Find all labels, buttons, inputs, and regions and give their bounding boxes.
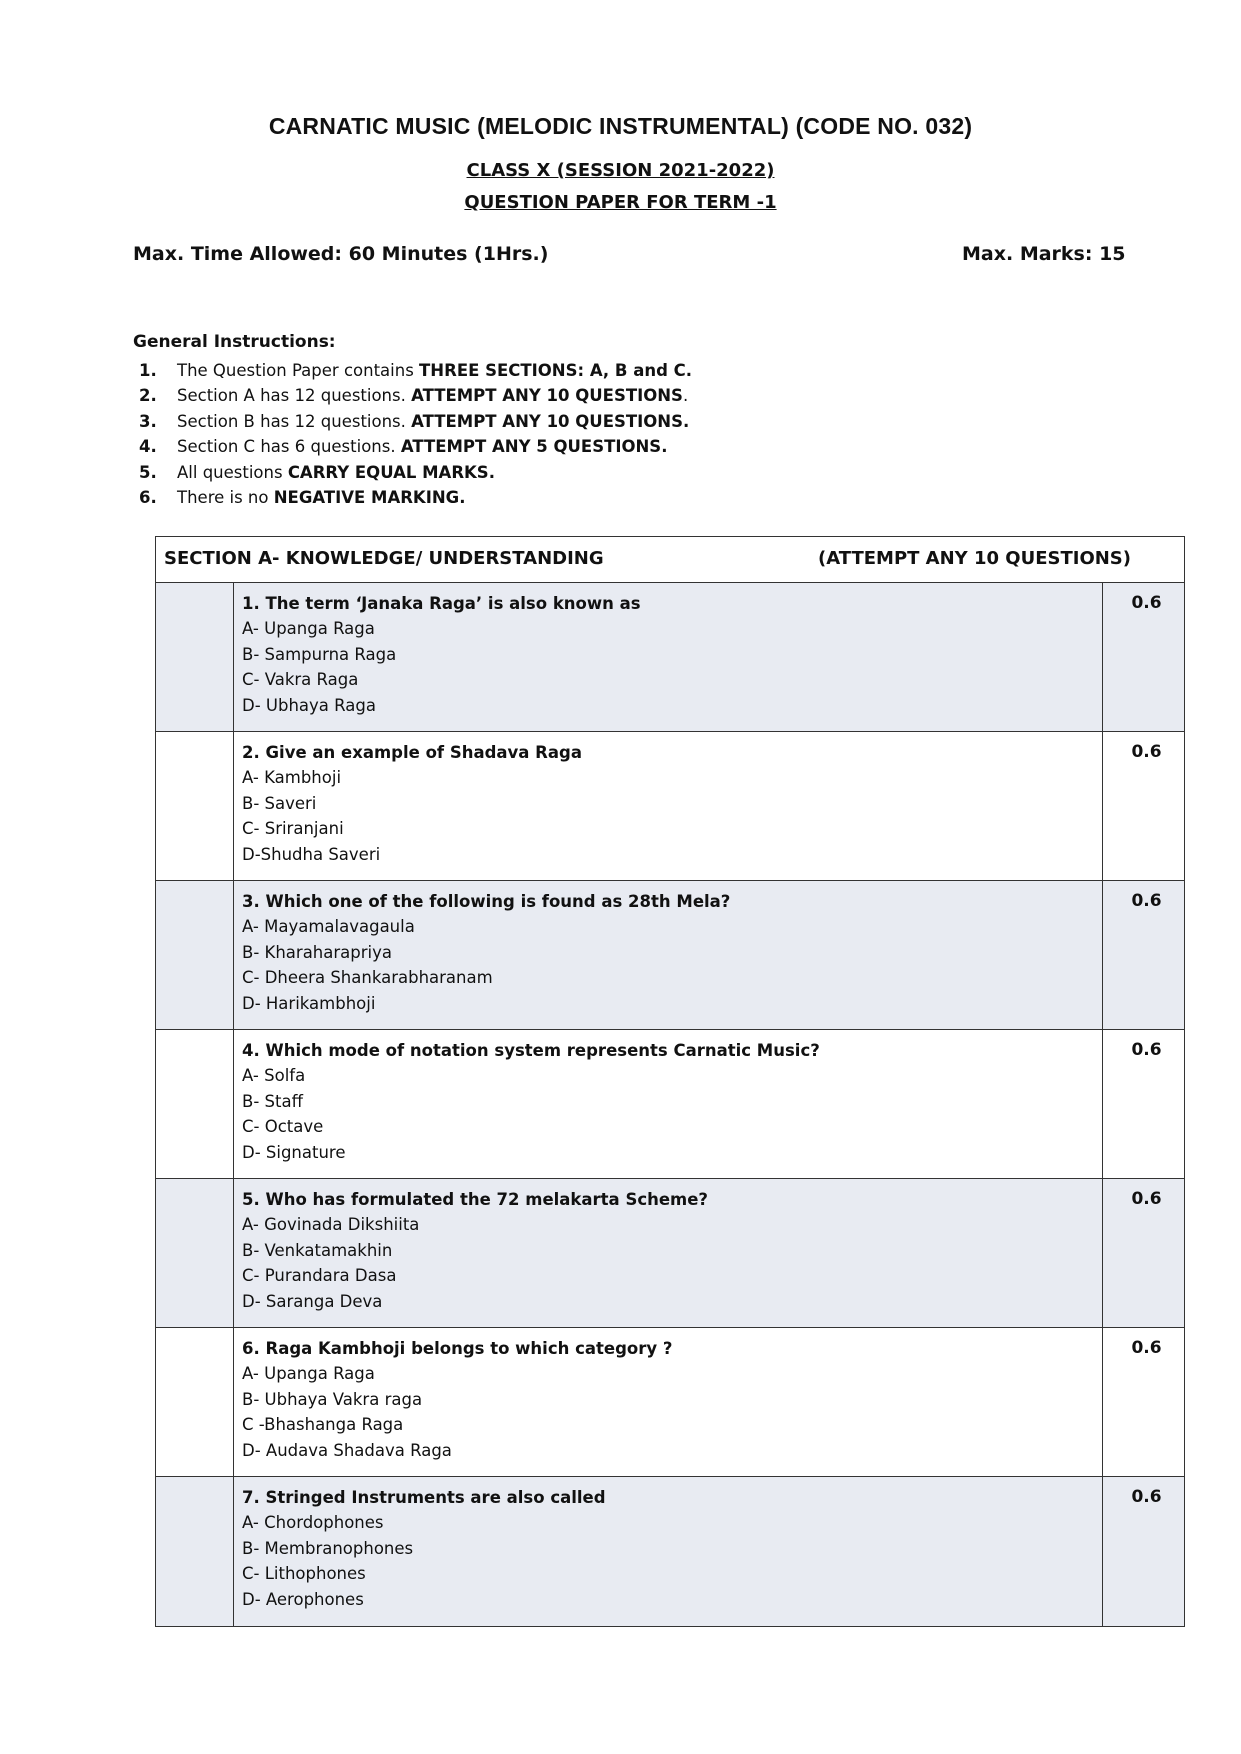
question-row [156, 1328, 1184, 1477]
paper-title: CARNATIC MUSIC (MELODIC INSTRUMENTAL) (CODE NO. 032) [268, 113, 973, 139]
blank-cell [156, 583, 234, 731]
marks-cell: 0.6 [1131, 1338, 1162, 1358]
question-text: 7. Stringed Instruments are also called [242, 1488, 606, 1507]
blank-cell [156, 1328, 234, 1476]
blank-cell [156, 881, 234, 1029]
question-row [156, 732, 1184, 881]
instruction-item: 4. Section C has 6 questions. ATTEMPT ANY 5 QUESTIONS. [139, 437, 668, 457]
option: D- Harikambhoji [242, 993, 376, 1013]
instructions-list [133, 358, 692, 510]
time-allowed: Max. Time Allowed: 60 Minutes (1Hrs.) [133, 243, 549, 265]
question-row [156, 1179, 1184, 1328]
question-cell [234, 1179, 1103, 1327]
blank-cell [156, 1030, 234, 1178]
marks-cell: 0.6 [1131, 1487, 1162, 1507]
option: A- Upanga Raga [242, 619, 375, 639]
question-row [156, 1030, 1184, 1179]
marks-cell: 0.6 [1131, 891, 1162, 911]
question-cell [234, 583, 1103, 731]
instructions-heading: General Instructions: [133, 332, 336, 352]
instruction-item: 1. The Question Paper contains THREE SECTIONS: A, B and C. [139, 361, 693, 380]
option: D- Ubhaya Raga [242, 695, 376, 715]
option: B- Venkatamakhin [242, 1240, 393, 1260]
option: C -Bhashanga Raga [242, 1415, 404, 1435]
blank-cell [156, 732, 234, 880]
option: A- Solfa [242, 1066, 306, 1086]
option: B- Kharaharapriya [242, 942, 392, 962]
option: C- Vakra Raga [242, 670, 359, 690]
question-cell [234, 1030, 1103, 1178]
instruction-item: 6. There is no NEGATIVE MARKING. [139, 487, 466, 507]
option: B- Membranophones [242, 1538, 414, 1558]
section-a-table [155, 536, 1185, 1627]
question-text: 5. Who has formulated the 72 melakarta Scheme? [242, 1190, 708, 1209]
option: B- Ubhaya Vakra raga [242, 1389, 423, 1409]
option: C- Purandara Dasa [242, 1266, 397, 1286]
option: A- Govinada Dikshiita [242, 1215, 420, 1235]
question-cell [234, 1328, 1103, 1476]
max-marks: Max. Marks: 15 [962, 243, 1126, 265]
section-header [156, 537, 1184, 583]
option: B- Sampurna Raga [242, 644, 397, 664]
question-cell [234, 732, 1103, 880]
option: B- Staff [242, 1091, 303, 1111]
question-row [156, 881, 1184, 1030]
question-text: 4. Which mode of notation system represents Carnatic Music? [242, 1041, 820, 1060]
class-session-line: CLASS X (SESSION 2021-2022) [466, 160, 775, 181]
marks-cell: 0.6 [1131, 742, 1162, 762]
section-attempt-note: (ATTEMPT ANY 10 QUESTIONS) [818, 548, 1131, 569]
option: A- Kambhoji [242, 768, 342, 788]
option: C- Octave [242, 1117, 324, 1137]
question-text: 6. Raga Kambhoji belongs to which category ? [242, 1339, 673, 1358]
instruction-item: 5. All questions CARRY EQUAL MARKS. [139, 462, 495, 482]
option: C- Lithophones [242, 1564, 366, 1584]
question-text: 2. Give an example of Shadava Raga [242, 743, 582, 762]
blank-cell [156, 1179, 234, 1327]
option: A- Chordophones [242, 1513, 384, 1533]
term-line: QUESTION PAPER FOR TERM -1 [464, 192, 777, 213]
option: B- Saveri [242, 793, 317, 813]
option: A- Mayamalavagaula [242, 917, 415, 937]
section-title: SECTION A- KNOWLEDGE/ UNDERSTANDING [164, 548, 604, 569]
question-text: 1. The term ‘Janaka Raga’ is also known as [242, 594, 641, 613]
marks-cell: 0.6 [1131, 1040, 1162, 1060]
instruction-item: 2. Section A has 12 questions. ATTEMPT ANY 10 QUESTIONS. [139, 386, 689, 406]
option: D- Audava Shadava Raga [242, 1440, 452, 1460]
instruction-item: 3. Section B has 12 questions. ATTEMPT ANY 10 QUESTIONS. [139, 411, 690, 431]
option: A- Upanga Raga [242, 1364, 375, 1384]
blank-cell [156, 1477, 234, 1626]
question-cell [234, 881, 1103, 1029]
option: C- Sriranjani [242, 819, 344, 839]
question-cell [234, 1477, 1103, 1626]
question-row [156, 1477, 1184, 1626]
option: D- Signature [242, 1142, 346, 1162]
option: D- Saranga Deva [242, 1291, 383, 1311]
option: D-Shudha Saveri [242, 844, 381, 864]
question-row [156, 583, 1184, 732]
option: C- Dheera Shankarabharanam [242, 968, 493, 988]
question-text: 3. Which one of the following is found as 28th Mela? [242, 892, 731, 911]
marks-cell: 0.6 [1131, 1189, 1162, 1209]
option: D- Aerophones [242, 1589, 364, 1609]
marks-cell: 0.6 [1131, 593, 1162, 613]
